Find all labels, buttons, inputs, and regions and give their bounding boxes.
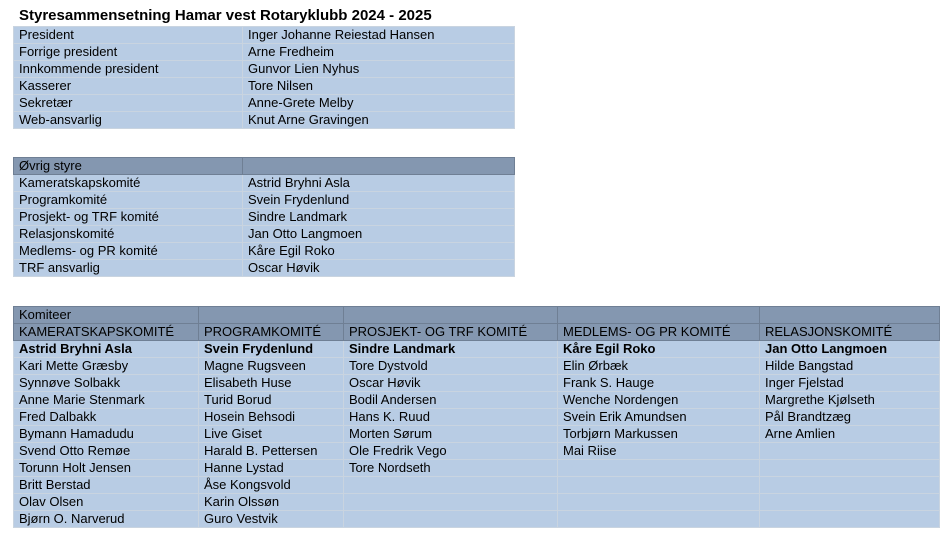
table-row: [14, 209, 515, 226]
role-cell: Kasserer: [14, 78, 243, 95]
member-cell: Torbjørn Markussen: [558, 426, 760, 443]
member-cell: Åse Kongsvold: [199, 477, 344, 494]
member-cell: [760, 460, 940, 477]
role-cell: Programkomité: [14, 192, 243, 209]
table-row: [14, 392, 940, 409]
member-cell: Karin Olssøn: [199, 494, 344, 511]
member-cell: Hans K. Ruud: [344, 409, 558, 426]
name-cell: Inger Johanne Reiestad Hansen: [243, 27, 515, 44]
table-row: [14, 27, 515, 44]
member-cell: Hosein Behsodi: [199, 409, 344, 426]
table-row: [14, 443, 940, 460]
column-header: PROGRAMKOMITÉ: [199, 324, 344, 341]
name-cell: Jan Otto Langmoen: [243, 226, 515, 243]
member-cell: Arne Amlien: [760, 426, 940, 443]
role-cell: Sekretær: [14, 95, 243, 112]
role-cell: Forrige president: [14, 44, 243, 61]
member-cell: Tore Nordseth: [344, 460, 558, 477]
table-row: [14, 494, 940, 511]
member-cell: Hilde Bangstad: [760, 358, 940, 375]
name-cell: Arne Fredheim: [243, 44, 515, 61]
role-cell: Medlems- og PR komité: [14, 243, 243, 260]
member-cell: [558, 477, 760, 494]
name-cell: Sindre Landmark: [243, 209, 515, 226]
table-row: [14, 426, 940, 443]
name-cell: Knut Arne Gravingen: [243, 112, 515, 129]
table-row: [14, 511, 940, 528]
member-cell: Svend Otto Remøe: [14, 443, 199, 460]
role-cell: Relasjonskomité: [14, 226, 243, 243]
member-cell: Mai Riise: [558, 443, 760, 460]
member-cell: Bjørn O. Narverud: [14, 511, 199, 528]
empty-cell: [344, 307, 558, 324]
member-cell: Synnøve Solbakk: [14, 375, 199, 392]
member-cell: Olav Olsen: [14, 494, 199, 511]
table-row: [14, 175, 515, 192]
leader-cell: Jan Otto Langmoen: [760, 341, 940, 358]
page-title: Styresammensetning Hamar vest Rotaryklubb 2024 - 2025: [19, 7, 432, 24]
member-cell: Wenche Nordengen: [558, 392, 760, 409]
member-cell: Guro Vestvik: [199, 511, 344, 528]
member-cell: [558, 511, 760, 528]
name-cell: Kåre Egil Roko: [243, 243, 515, 260]
table-row: [14, 460, 940, 477]
member-cell: [558, 494, 760, 511]
member-cell: [344, 477, 558, 494]
member-cell: Harald B. Pettersen: [199, 443, 344, 460]
committees-table: [13, 306, 940, 528]
member-cell: Elin Ørbæk: [558, 358, 760, 375]
table-row: [14, 44, 515, 61]
section-heading: Komiteer: [14, 307, 199, 324]
column-header: PROSJEKT- OG TRF KOMITÉ: [344, 324, 558, 341]
name-cell: Tore Nilsen: [243, 78, 515, 95]
leader-cell: Astrid Bryhni Asla: [14, 341, 199, 358]
member-cell: [558, 460, 760, 477]
table-row: [14, 358, 940, 375]
leader-cell: Svein Frydenlund: [199, 341, 344, 358]
empty-cell: [199, 307, 344, 324]
member-cell: [760, 494, 940, 511]
member-cell: [344, 511, 558, 528]
table-row: [14, 78, 515, 95]
table-header-row: [14, 307, 940, 324]
member-cell: [760, 477, 940, 494]
name-cell: Svein Frydenlund: [243, 192, 515, 209]
table-row: [14, 477, 940, 494]
member-cell: Live Giset: [199, 426, 344, 443]
member-cell: Svein Erik Amundsen: [558, 409, 760, 426]
member-cell: [760, 511, 940, 528]
member-cell: Morten Sørum: [344, 426, 558, 443]
table-row: [14, 226, 515, 243]
member-cell: Tore Dystvold: [344, 358, 558, 375]
table-row: [14, 375, 940, 392]
member-cell: Pål Brandtzæg: [760, 409, 940, 426]
section-heading: Øvrig styre: [14, 158, 243, 175]
member-cell: [344, 494, 558, 511]
table-row: [14, 192, 515, 209]
leader-cell: Sindre Landmark: [344, 341, 558, 358]
role-cell: Kameratskapskomité: [14, 175, 243, 192]
role-cell: President: [14, 27, 243, 44]
name-cell: Anne-Grete Melby: [243, 95, 515, 112]
role-cell: Prosjekt- og TRF komité: [14, 209, 243, 226]
table-row: [14, 112, 515, 129]
column-header: KAMERATSKAPSKOMITÉ: [14, 324, 199, 341]
other-board-table: [13, 157, 515, 277]
column-header-row: [14, 324, 940, 341]
name-cell: Oscar Høvik: [243, 260, 515, 277]
empty-cell: [243, 158, 515, 175]
member-cell: Hanne Lystad: [199, 460, 344, 477]
member-cell: [760, 443, 940, 460]
member-cell: Magne Rugsveen: [199, 358, 344, 375]
member-cell: Margrethe Kjølseth: [760, 392, 940, 409]
member-cell: Oscar Høvik: [344, 375, 558, 392]
member-cell: Turid Borud: [199, 392, 344, 409]
empty-cell: [558, 307, 760, 324]
table-row: [14, 260, 515, 277]
member-cell: Elisabeth Huse: [199, 375, 344, 392]
member-cell: Frank S. Hauge: [558, 375, 760, 392]
table-row: [14, 95, 515, 112]
column-header: RELASJONSKOMITÉ: [760, 324, 940, 341]
member-cell: Britt Berstad: [14, 477, 199, 494]
table-row: [14, 61, 515, 78]
leader-cell: Kåre Egil Roko: [558, 341, 760, 358]
member-cell: Bodil Andersen: [344, 392, 558, 409]
member-cell: Bymann Hamadudu: [14, 426, 199, 443]
member-cell: Ole Fredrik Vego: [344, 443, 558, 460]
name-cell: Gunvor Lien Nyhus: [243, 61, 515, 78]
role-cell: TRF ansvarlig: [14, 260, 243, 277]
empty-cell: [760, 307, 940, 324]
column-header: MEDLEMS- OG PR KOMITÉ: [558, 324, 760, 341]
role-cell: Innkommende president: [14, 61, 243, 78]
member-cell: Anne Marie Stenmark: [14, 392, 199, 409]
member-cell: Inger Fjelstad: [760, 375, 940, 392]
member-cell: Torunn Holt Jensen: [14, 460, 199, 477]
member-cell: Fred Dalbakk: [14, 409, 199, 426]
table-row: [14, 409, 940, 426]
table-row: [14, 243, 515, 260]
member-cell: Kari Mette Græsby: [14, 358, 199, 375]
table-header-row: [14, 158, 515, 175]
leaders-row: [14, 341, 940, 358]
role-cell: Web-ansvarlig: [14, 112, 243, 129]
board-table: [13, 26, 515, 129]
name-cell: Astrid Bryhni Asla: [243, 175, 515, 192]
